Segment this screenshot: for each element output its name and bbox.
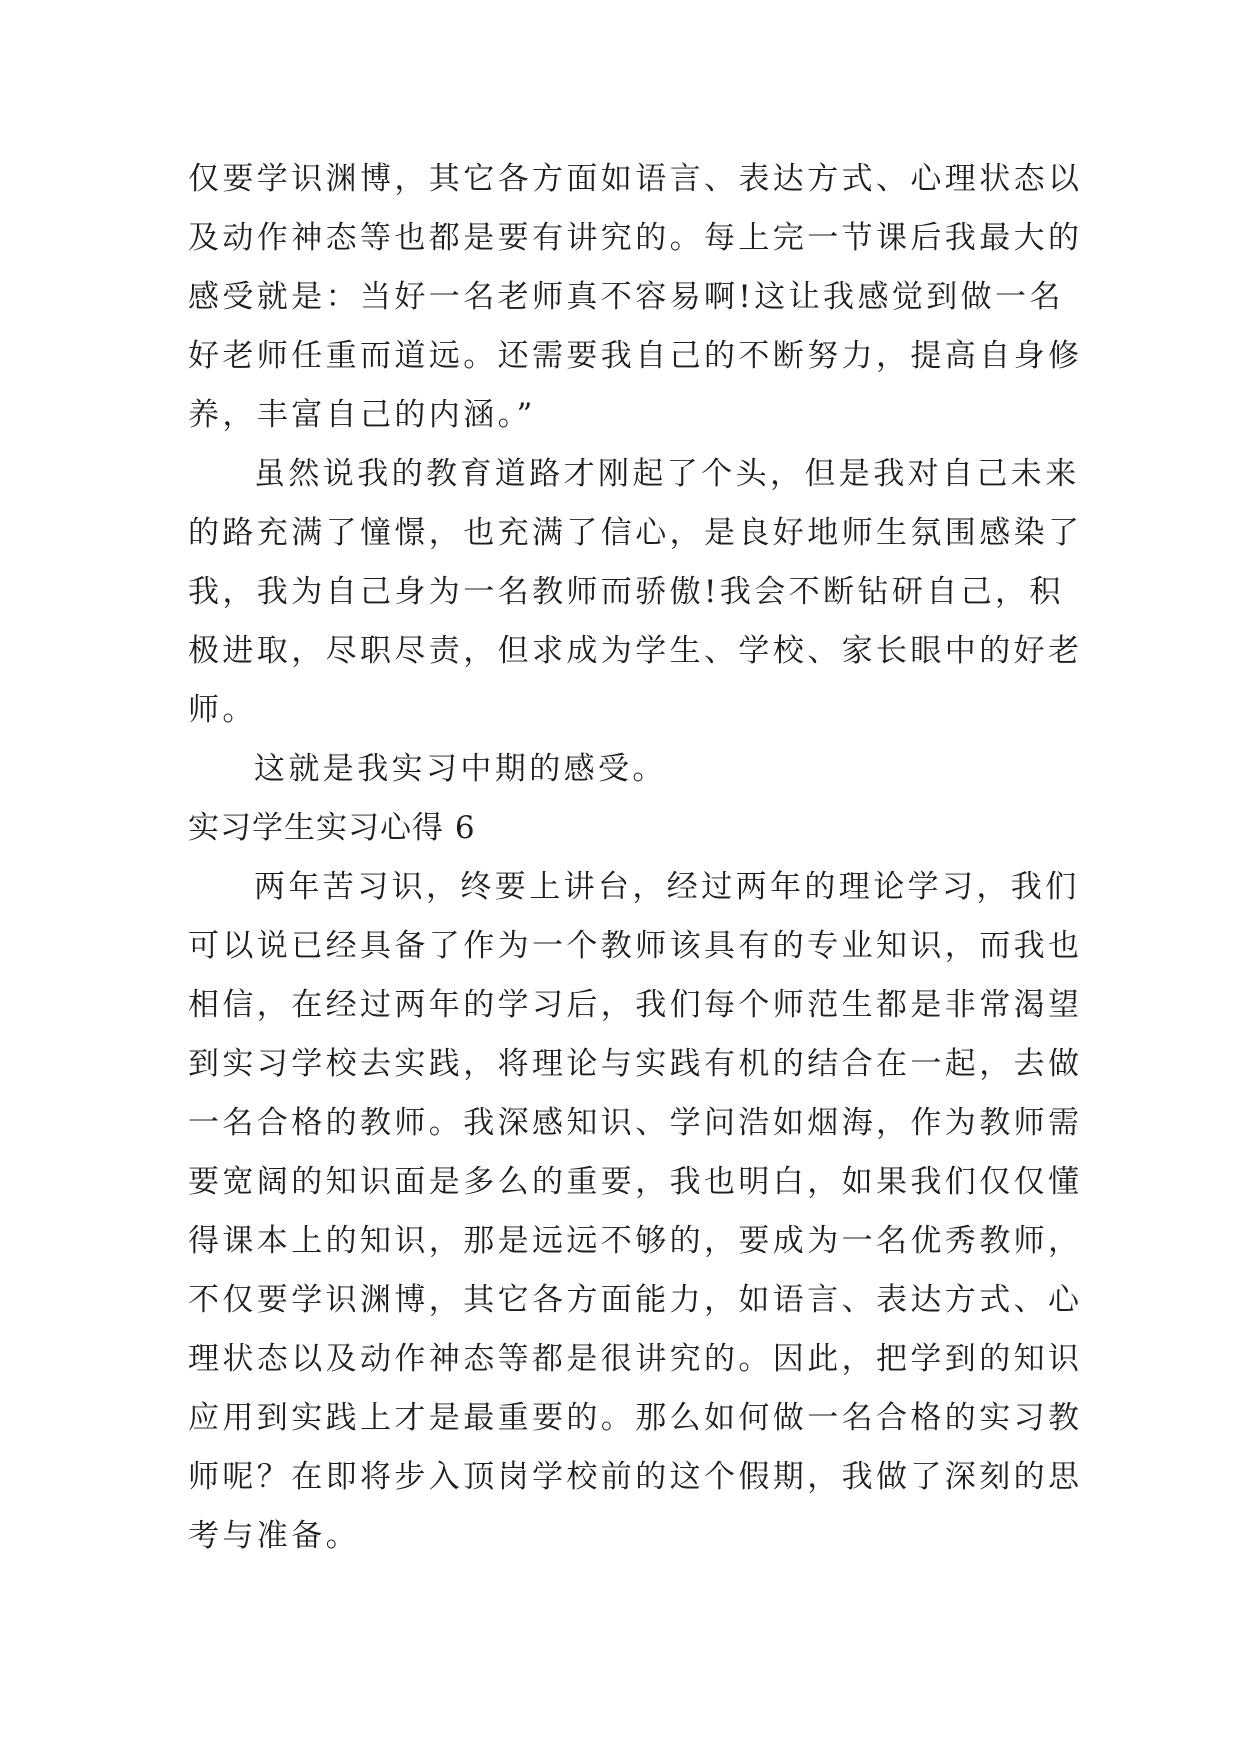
- text-line: 及动作神态等也都是要有讲究的。每上完一节课后我最大的: [188, 220, 1083, 256]
- text-line: 要宽阔的知识面是多么的重要，我也明白，如果我们仅仅懂: [188, 1164, 1083, 1200]
- text-line: 得课本上的知识，那是远远不够的，要成为一名优秀教师，: [188, 1223, 1083, 1259]
- text-line: 相信，在经过两年的学习后，我们每个师范生都是非常渴望: [188, 987, 1083, 1023]
- text-line: 理状态以及动作神态等都是很讲究的。因此，把学到的知识: [188, 1341, 1083, 1377]
- text-line: 到实习学校去实践，将理论与实践有机的结合在一起，去做: [188, 1046, 1083, 1082]
- text-line: 不仅要学识渊博，其它各方面能力，如语言、表达方式、心: [188, 1282, 1083, 1318]
- text-line: 可以说已经具备了作为一个教师该具有的专业知识，而我也: [188, 928, 1083, 964]
- text-line: 一名合格的教师。我深感知识、学问浩如烟海，作为教师需: [188, 1105, 1083, 1141]
- text-line: 这就是我实习中期的感受。: [254, 751, 667, 787]
- text-line: 考与准备。: [188, 1518, 360, 1554]
- text-line: 的路充满了憧憬，也充满了信心，是良好地师生氛围感染了: [188, 515, 1083, 551]
- text-line: 虽然说我的教育道路才刚起了个头，但是我对自己未来: [254, 456, 1080, 492]
- text-line: 仅要学识渊博，其它各方面如语言、表达方式、心理状态以: [188, 161, 1083, 197]
- text-line: 应用到实践上才是最重要的。那么如何做一名合格的实习教: [188, 1400, 1083, 1436]
- text-line: 好老师任重而道远。还需要我自己的不断努力，提高自身修: [188, 338, 1083, 374]
- text-line: 我，我为自己身为一名教师而骄傲!我会不断钻研自己，积: [188, 574, 1064, 610]
- text-line: 师。: [188, 692, 257, 728]
- text-line: 极进取，尽职尽责，但求成为学生、学校、家长眼中的好老: [188, 633, 1083, 669]
- text-line: 两年苦习识，终要上讲台，经过两年的理论学习，我们: [254, 869, 1080, 905]
- body-text: [188, 150, 1083, 1566]
- text-line: 感受就是：当好一名老师真不容易啊!这让我感觉到做一名: [188, 279, 1064, 315]
- text-line: 养，丰富自己的内涵。”: [188, 397, 536, 433]
- text-line: 师呢？在即将步入顶岗学校前的这个假期，我做了深刻的思: [188, 1459, 1083, 1495]
- section-heading: 实习学生实习心得 6: [188, 810, 476, 846]
